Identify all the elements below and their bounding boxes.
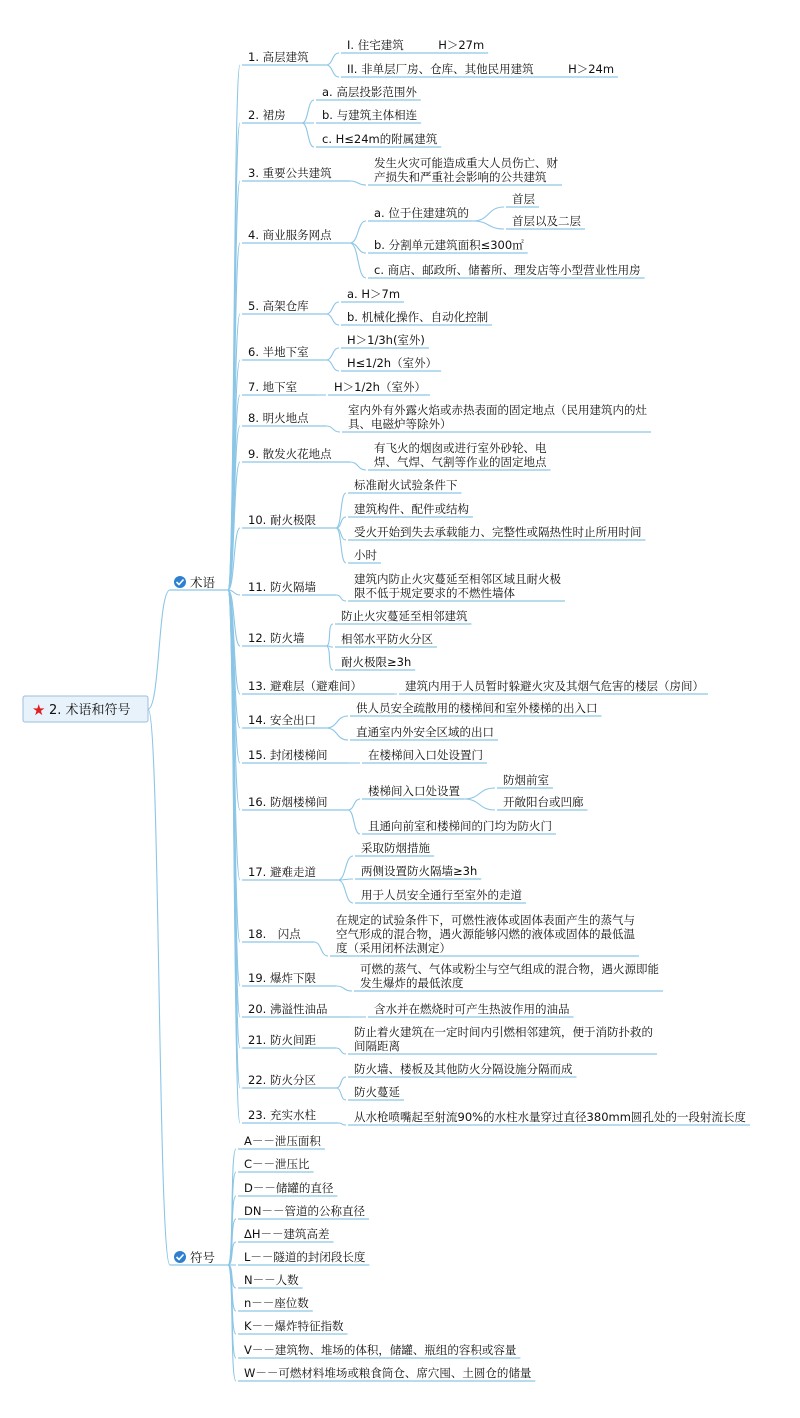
term-node[interactable]: 8. 明火地点 — [248, 411, 309, 425]
term-detail[interactable]: a. H＞7m — [347, 287, 401, 301]
term-detail-line[interactable]: 发生火灾可能造成重大人员伤亡、财 — [374, 156, 558, 170]
branch-symbols[interactable]: 符号 — [190, 1250, 216, 1265]
connector-line — [326, 728, 348, 740]
term-detail[interactable]: H≤1/2h（室外） — [347, 356, 438, 370]
connector-line — [336, 986, 352, 991]
term-detail-line[interactable]: 室内外有外露火焰或赤热表面的固定地点（民用建筑内的灶 — [348, 403, 647, 417]
connector-line — [464, 788, 495, 799]
term-detail-line[interactable]: 可燃的蒸气、气体或粉尘与空气组成的混合物，遇火源即能 — [360, 962, 659, 976]
term-node[interactable]: 21. 防火间距 — [248, 1033, 316, 1047]
check-circle-icon — [174, 576, 186, 588]
term-detail-line[interactable]: 间隔距离 — [354, 1039, 400, 1053]
term-node[interactable]: 15. 封闭楼梯间 — [248, 748, 328, 762]
term-node[interactable]: 7. 地下室 — [248, 380, 298, 394]
symbol-item[interactable]: ΔH－－建筑高差 — [244, 1227, 330, 1241]
term-detail[interactable]: 两侧设置防火隔墙≥3h — [361, 864, 478, 878]
term-detail-line[interactable]: 防止着火建筑在一定时间内引燃相邻建筑，便于消防扑救的 — [354, 1025, 653, 1039]
term-node[interactable]: 4. 商业服务网点 — [248, 228, 332, 242]
connector-line — [326, 426, 340, 432]
term-node[interactable]: 3. 重要公共建筑 — [248, 166, 332, 180]
term-detail[interactable]: b. 机械化操作、自动化控制 — [347, 310, 489, 324]
term-detail[interactable]: I. 住宅建筑 H＞27m — [347, 38, 485, 52]
connector-line — [326, 314, 339, 325]
term-detail[interactable]: H＞1/3h(室外) — [347, 333, 425, 347]
connector-line — [314, 942, 328, 956]
connector-line — [326, 646, 333, 670]
term-detail[interactable]: 且通向前室和楼梯间的门均为防火门 — [368, 819, 552, 833]
term-detail[interactable]: 标准耐火试验条件下 — [354, 478, 458, 492]
term-detail-line[interactable]: 建筑内防止火灾蔓延至相邻区域且耐火极 — [354, 572, 561, 586]
term-node[interactable]: 5. 高架仓库 — [248, 299, 309, 313]
connector-line — [348, 799, 360, 810]
term-node[interactable]: 1. 高层建筑 — [248, 50, 309, 64]
symbol-item[interactable]: W－－可燃材料堆场或粮食筒仓、席穴囤、土圆仓的储量 — [244, 1366, 532, 1380]
symbol-item[interactable]: C－－泄压比 — [244, 1157, 310, 1171]
connector-line — [148, 590, 170, 709]
symbol-item[interactable]: K－－爆炸特征指数 — [244, 1319, 344, 1333]
symbol-item[interactable]: V－－建筑物、堆场的体积，储罐、瓶组的容积或容量 — [244, 1343, 517, 1357]
root-title[interactable]: 2. 术语和符号 — [49, 703, 131, 718]
term-detail[interactable]: c. H≤24m的附属建筑 — [322, 132, 438, 146]
connector-line — [326, 716, 348, 728]
term-detail[interactable]: 直通室内外安全区域的出口 — [356, 725, 494, 739]
term-node[interactable]: 17. 避难走道 — [248, 865, 316, 879]
connector-line — [464, 799, 495, 810]
connector-line — [148, 709, 170, 1265]
check-circle-icon — [174, 1251, 186, 1263]
term-detail[interactable]: a. 高层投影范围外 — [322, 85, 417, 99]
term-detail-line[interactable]: 在规定的试验条件下，可燃性液体或固体表面产生的蒸气与 — [336, 913, 635, 927]
term-detail[interactable]: 相邻水平防火分区 — [341, 632, 433, 646]
symbol-item[interactable]: N－－人数 — [244, 1273, 299, 1287]
connector-line — [302, 100, 314, 123]
connector-line — [350, 181, 366, 185]
term-subdetail[interactable]: 防烟前室 — [503, 773, 549, 787]
term-node[interactable]: 23. 充实水柱 — [248, 1108, 316, 1122]
term-detail[interactable]: 防止火灾蔓延至相邻建筑 — [341, 609, 468, 623]
connector-line — [348, 810, 360, 834]
term-node[interactable]: 22. 防火分区 — [248, 1073, 316, 1087]
connector-line — [302, 123, 314, 147]
term-detail[interactable]: 防火蔓延 — [354, 1085, 400, 1099]
connector-line — [326, 53, 339, 65]
term-detail[interactable]: c. 商店、邮政所、储蓄所、理发店等小型营业性用房 — [374, 263, 641, 277]
connector-line — [473, 207, 504, 221]
term-node[interactable]: 18. 闪点 — [248, 927, 301, 941]
connector-line — [336, 595, 346, 601]
term-detail[interactable]: 建筑内用于人员暂时躲避火灾及其烟气危害的楼层（房间） — [405, 679, 704, 693]
term-detail[interactable]: a. 位于住建建筑的 — [374, 206, 469, 220]
symbol-item[interactable]: L－－隧道的封闭段长度 — [244, 1250, 366, 1264]
term-subdetail[interactable]: 首层以及二层 — [512, 214, 581, 228]
term-detail-line[interactable]: 空气形成的混合物，遇火源能够闪燃的液体或固体的最低温 — [336, 927, 635, 941]
term-detail-line[interactable]: 产损失和严重社会影响的公共建筑 — [374, 170, 547, 184]
connector-line — [338, 856, 353, 880]
term-detail[interactable]: 小时 — [354, 548, 377, 562]
term-subdetail[interactable]: 首层 — [512, 192, 535, 206]
term-node[interactable]: 16. 防烟楼梯间 — [248, 795, 328, 809]
term-subdetail[interactable]: 开敞阳台或凹廊 — [503, 795, 584, 809]
connector-line — [336, 1077, 346, 1088]
connector-line — [338, 1123, 346, 1125]
term-node[interactable]: 20. 沸溢性油品 — [248, 1002, 328, 1016]
term-detail-line[interactable]: 焊、气焊、气割等作业的固定地点 — [374, 455, 547, 469]
connector-line — [326, 360, 339, 371]
star-icon: ★ — [32, 701, 46, 719]
symbol-item[interactable]: D－－储罐的直径 — [244, 1181, 334, 1195]
connector-line — [336, 1088, 346, 1100]
term-node[interactable]: 14. 安全出口 — [248, 713, 316, 727]
connector-line — [336, 1048, 346, 1054]
term-detail-line[interactable]: 度（采用闭杯法测定） — [336, 941, 451, 955]
term-detail-line[interactable]: 有飞火的烟囱或进行室外砂轮、电 — [374, 441, 547, 455]
term-detail-line[interactable]: 具、电磁炉等除外） — [348, 417, 452, 431]
term-detail[interactable]: 楼梯间入口处设置 — [368, 784, 460, 798]
connector-line — [326, 302, 339, 314]
connector-line — [350, 221, 366, 243]
term-detail-line[interactable]: 限不低于规定要求的不燃性墙体 — [354, 586, 515, 600]
connector-line — [326, 348, 339, 360]
symbol-item[interactable]: n－－座位数 — [244, 1296, 309, 1310]
connector-line — [326, 624, 333, 646]
term-node[interactable]: 6. 半地下室 — [248, 345, 309, 359]
connector-line — [326, 65, 339, 77]
term-detail[interactable]: b. 与建筑主体相连 — [322, 108, 418, 122]
term-detail[interactable]: 含水并在燃烧时可产生热波作用的油品 — [374, 1002, 570, 1016]
term-detail[interactable]: 受火开始到失去承载能力、完整性或隔热性时止所用时间 — [354, 525, 642, 539]
connector-line — [338, 880, 353, 903]
term-detail[interactable]: 用于人员安全通行至室外的走道 — [361, 888, 522, 902]
term-detail[interactable]: b. 分割单元建筑面积≤300㎡ — [374, 238, 524, 252]
term-detail[interactable]: 从水枪喷嘴起至射流90%的水柱水量穿过直径380mm圆孔处的一段射流长度 — [354, 1110, 746, 1124]
term-node[interactable]: 19. 爆炸下限 — [248, 971, 316, 985]
term-detail[interactable]: 耐火极限≥3h — [341, 655, 412, 669]
term-node[interactable]: 10. 耐火极限 — [248, 513, 316, 527]
term-detail[interactable]: 采取防烟措施 — [361, 841, 430, 855]
term-detail[interactable]: 供人员安全疏散用的楼梯间和室外楼梯的出入口 — [356, 701, 598, 715]
term-detail[interactable]: II. 非单层厂房、仓库、其他民用建筑 H＞24m — [347, 62, 615, 76]
connector-line — [350, 462, 366, 470]
branch-terms[interactable]: 术语 — [190, 575, 216, 590]
term-detail[interactable]: 建筑构件、配件或结构 — [354, 502, 469, 516]
term-node[interactable]: 12. 防火墙 — [248, 631, 305, 645]
term-detail-line[interactable]: 发生爆炸的最低浓度 — [360, 976, 464, 990]
term-node[interactable]: 2. 裙房 — [248, 108, 286, 122]
term-node[interactable]: 13. 避难层（避难间） — [248, 679, 362, 693]
term-node[interactable]: 9. 散发火花地点 — [248, 447, 332, 461]
term-detail[interactable]: H＞1/2h（室外） — [334, 380, 426, 394]
connector-line — [473, 221, 504, 229]
symbol-item[interactable]: A－－泄压面积 — [244, 1134, 321, 1148]
term-node[interactable]: 11. 防火隔墙 — [248, 580, 316, 594]
term-detail[interactable]: 防火墙、楼板及其他防火分隔设施分隔而成 — [354, 1062, 573, 1076]
term-detail[interactable]: 在楼梯间入口处设置门 — [368, 748, 483, 762]
symbol-item[interactable]: DN－－管道的公称直径 — [244, 1204, 365, 1218]
